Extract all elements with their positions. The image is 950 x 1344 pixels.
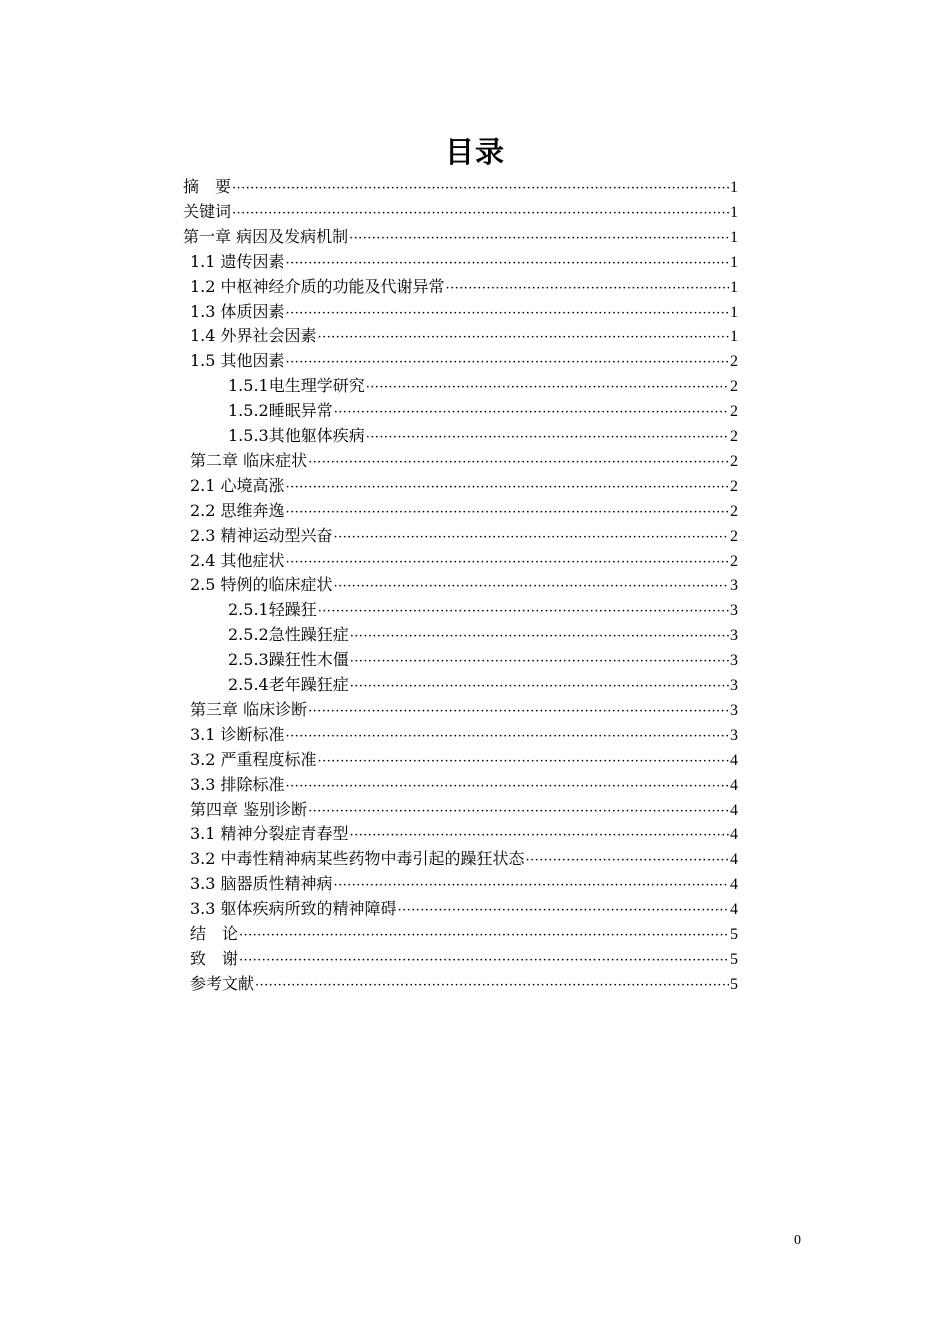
toc-dot-leader	[239, 949, 729, 973]
toc-dot-leader	[526, 849, 729, 873]
page-title: 目录	[444, 135, 505, 169]
toc-entry[interactable]	[190, 275, 738, 299]
toc-entry[interactable]	[190, 349, 738, 373]
toc-entry-page: 3	[730, 652, 738, 669]
toc-entry-label: 3.3 躯体疾病所致的精神障碍	[190, 899, 397, 918]
toc-dot-leader	[308, 800, 729, 824]
toc-entry[interactable]	[190, 698, 738, 722]
toc-entry-label: 第二章 临床症状	[190, 451, 308, 470]
toc-dot-leader	[286, 551, 729, 575]
toc-entry-page: 1	[730, 279, 738, 296]
toc-entry[interactable]	[190, 324, 738, 348]
toc-dot-leader	[350, 824, 729, 848]
toc-entry-page: 5	[730, 976, 738, 993]
toc-entry[interactable]	[190, 773, 738, 797]
toc-entry-page: 3	[730, 627, 738, 644]
toc-entry[interactable]	[190, 524, 738, 548]
toc-entry[interactable]	[190, 847, 738, 871]
toc-dot-leader	[286, 351, 729, 375]
toc-entry-page: 5	[730, 951, 738, 968]
toc-dot-leader	[350, 675, 729, 699]
toc-entry-label: 1.5.1电生理学研究	[228, 376, 365, 395]
toc-entry-page: 1	[730, 204, 738, 221]
toc-entry-label: 第一章 病因及发病机制	[183, 227, 349, 246]
toc-entry-label: 1.5.2睡眠异常	[228, 401, 333, 420]
toc-entry[interactable]	[228, 424, 738, 448]
toc-entry-label: 1.5.3其他躯体疾病	[228, 426, 365, 445]
toc-dot-leader	[350, 625, 729, 649]
toc-dot-leader	[308, 700, 729, 724]
toc-entry-label: 2.5.2急性躁狂症	[228, 625, 349, 644]
toc-dot-leader	[318, 750, 729, 774]
toc-dot-leader	[366, 376, 729, 400]
toc-entry-page: 2	[730, 403, 738, 420]
toc-entry-page: 3	[730, 677, 738, 694]
toc-entry-page: 1	[730, 328, 738, 345]
toc-dot-leader	[286, 775, 729, 799]
toc-entry-label: 第四章 鉴别诊断	[190, 800, 308, 819]
toc-dot-leader	[232, 177, 729, 201]
toc-entry-label: 2.3 精神运动型兴奋	[190, 526, 333, 545]
toc-entry-page: 2	[730, 503, 738, 520]
toc-dot-leader	[286, 252, 729, 276]
toc-entry-page: 3	[730, 727, 738, 744]
toc-entry-label: 1.4 外界社会因素	[190, 326, 317, 345]
toc-dot-leader	[349, 227, 729, 251]
toc-dot-leader	[350, 650, 729, 674]
toc-entry[interactable]	[228, 673, 738, 697]
toc-entry-page: 3	[730, 577, 738, 594]
toc-entry-page: 1	[730, 179, 738, 196]
toc-entry[interactable]	[190, 449, 738, 473]
toc-entry-label: 结 论	[190, 924, 239, 943]
toc-entry-page: 4	[730, 752, 738, 769]
toc-entry-label: 3.2 中毒性精神病某些药物中毒引起的躁狂状态	[190, 849, 525, 868]
toc-entry[interactable]	[228, 399, 738, 423]
toc-entry[interactable]	[183, 225, 738, 249]
toc-entry[interactable]	[183, 175, 738, 199]
toc-entry[interactable]	[190, 300, 738, 324]
toc-entry-page: 2	[730, 553, 738, 570]
toc-entry-page: 3	[730, 602, 738, 619]
toc-entry[interactable]	[190, 798, 738, 822]
toc-entry-page: 1	[730, 304, 738, 321]
toc-entry-page: 4	[730, 826, 738, 843]
toc-entry-page: 2	[730, 453, 738, 470]
toc-entry-page: 2	[730, 528, 738, 545]
toc-entry[interactable]	[190, 250, 738, 274]
page-number: 0	[794, 1233, 801, 1248]
toc-entry[interactable]	[190, 748, 738, 772]
toc-entry-label: 3.3 脑器质性精神病	[190, 874, 333, 893]
toc-dot-leader	[318, 600, 729, 624]
toc-entry[interactable]	[228, 623, 738, 647]
toc-entry[interactable]	[190, 474, 738, 498]
toc-entry[interactable]	[228, 374, 738, 398]
toc-entry-page: 4	[730, 802, 738, 819]
toc-entry[interactable]	[190, 723, 738, 747]
toc-entry-page: 3	[730, 702, 738, 719]
toc-entry-label: 3.1 诊断标准	[190, 725, 285, 744]
toc-dot-leader	[334, 401, 729, 425]
toc-entry[interactable]	[190, 922, 738, 946]
toc-entry-label: 摘 要	[183, 177, 232, 196]
toc-entry-page: 1	[730, 229, 738, 246]
toc-entry[interactable]	[190, 947, 738, 971]
toc-entry[interactable]	[190, 573, 738, 597]
toc-dot-leader	[286, 476, 729, 500]
toc-entry-label: 致 谢	[190, 949, 239, 968]
toc-entry-page: 2	[730, 378, 738, 395]
toc-entry-label: 3.1 精神分裂症青春型	[190, 824, 349, 843]
toc-dot-leader	[334, 575, 729, 599]
toc-entry-label: 2.5 特例的临床症状	[190, 575, 333, 594]
toc-entry[interactable]	[183, 200, 738, 224]
toc-dot-leader	[318, 326, 729, 350]
toc-entry-label: 2.5.3躁狂性木僵	[228, 650, 349, 669]
toc-entry-label: 关键词	[183, 202, 232, 221]
toc-entry-label: 1.5 其他因素	[190, 351, 285, 370]
toc-entry-page: 2	[730, 478, 738, 495]
toc-entry-label: 1.1 遗传因素	[190, 252, 285, 271]
toc-dot-leader	[286, 725, 729, 749]
toc-entry-page: 4	[730, 876, 738, 893]
toc-entry-page: 2	[730, 428, 738, 445]
toc-entry[interactable]	[190, 822, 738, 846]
toc-dot-leader	[286, 501, 729, 525]
toc-entry-page: 4	[730, 901, 738, 918]
toc-entry-label: 2.4 其他症状	[190, 551, 285, 570]
toc-entry-label: 2.5.4老年躁狂症	[228, 675, 349, 694]
toc-entry[interactable]	[190, 499, 738, 523]
toc-dot-leader	[308, 451, 729, 475]
toc-entry-page: 4	[730, 851, 738, 868]
toc-entry-page: 2	[730, 353, 738, 370]
toc-entry[interactable]	[190, 549, 738, 573]
toc-entry[interactable]	[190, 972, 738, 996]
toc-entry-label: 3.3 排除标准	[190, 775, 285, 794]
toc-entry-label: 参考文献	[190, 974, 255, 993]
toc-entry-label: 2.5.1轻躁狂	[228, 600, 317, 619]
toc-dot-leader	[232, 202, 729, 226]
toc-dot-leader	[398, 899, 729, 923]
toc-entry[interactable]	[190, 872, 738, 896]
toc-entry[interactable]	[190, 897, 738, 921]
toc-entry[interactable]	[228, 648, 738, 672]
toc-entry-page: 4	[730, 777, 738, 794]
toc-dot-leader	[366, 426, 729, 450]
toc-entry-page: 5	[730, 926, 738, 943]
toc-entry-label: 3.2 严重程度标准	[190, 750, 317, 769]
toc-dot-leader	[334, 526, 729, 550]
toc-dot-leader	[239, 924, 729, 948]
toc-entry[interactable]	[228, 598, 738, 622]
toc-entry-label: 2.2 思维奔逸	[190, 501, 285, 520]
toc-entry-label: 1.3 体质因素	[190, 302, 285, 321]
toc-dot-leader	[286, 302, 729, 326]
toc-entry-label: 第三章 临床诊断	[190, 700, 308, 719]
toc-entry-label: 2.1 心境高涨	[190, 476, 285, 495]
toc-entry-label: 1.2 中枢神经介质的功能及代谢异常	[190, 277, 445, 296]
toc-entry-page: 1	[730, 254, 738, 271]
toc-dot-leader	[255, 974, 729, 998]
toc-dot-leader	[446, 277, 729, 301]
toc-dot-leader	[334, 874, 729, 898]
